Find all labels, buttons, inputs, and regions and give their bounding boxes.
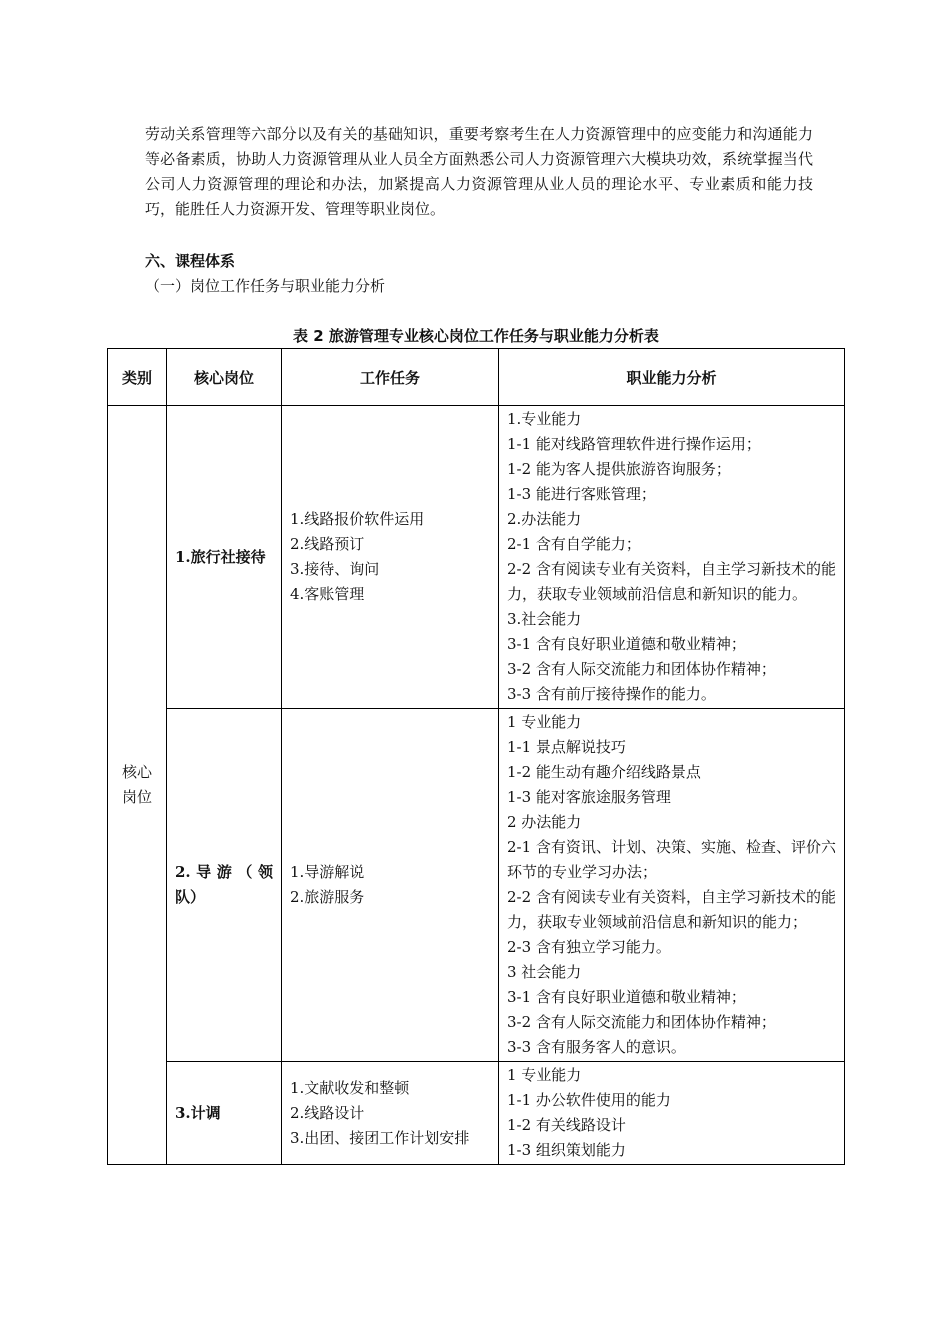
ability-item: 2-1 含有自学能力； [507, 535, 641, 553]
ability-item: 1-1 办公软件使用的能力 [507, 1091, 671, 1109]
ability-item: 3-1 含有良好职业道德和敬业精神； [507, 635, 746, 653]
ability-item: 1.专业能力 [507, 410, 582, 428]
ability-item: 1-2 有关线路设计 [507, 1116, 626, 1134]
table-row [108, 709, 845, 1062]
task-item: 4.客账管理 [290, 585, 365, 603]
ability-item: 1-2 能生动有趣介绍线路景点 [507, 763, 701, 781]
ability-item: 1-3 能进行客账管理； [507, 485, 656, 503]
ability-item: 2-1 含有资讯、计划、决策、实施、检查、评价六环节的专业学习办法； [507, 838, 836, 881]
task-item: 1.文献收发和整顿 [290, 1078, 410, 1097]
post-cell: 3.计调 [167, 1062, 282, 1165]
header-core-post: 核心岗位 [167, 349, 282, 406]
abilities-cell [499, 709, 845, 1062]
ability-item: 2 办法能力 [507, 813, 582, 831]
header-category: 类别 [108, 349, 167, 406]
ability-item: 3-3 含有前厅接待操作的能力。 [507, 685, 716, 703]
table-header-row [108, 349, 845, 406]
category-cell [108, 406, 167, 1165]
category-line: 核心 [121, 763, 152, 781]
ability-item: 2-2 含有阅读专业有关资料，自主学习新技术的能力，获取专业领域前沿信息和新知识的能力； [507, 888, 836, 931]
ability-item: 2-2 含有阅读专业有关资料，自主学习新技术的能力，获取专业领域前沿信息和新知识的能力。 [507, 560, 836, 603]
task-item: 2.线路设计 [290, 1103, 365, 1122]
tasks-cell [282, 406, 499, 709]
intro-paragraph: 劳动关系管理等六部分以及有关的基础知识，重要考察考生在人力资源管理中的应变能力和沟通能力等必备素质，协助人力资源管理从业人员全方面熟悉公司人力资源管理六大模块功效，系统掌握当代公司人力资源管理的理论和办法，加紧提高人力资源管理从业人员的理论水平、专业素质和能力技巧，能胜任人力资源开发、管理等职业岗位。 [145, 125, 813, 218]
ability-item: 3-2 含有人际交流能力和团体协作精神； [507, 1013, 776, 1031]
ability-item: 3-2 含有人际交流能力和团体协作精神； [507, 660, 776, 678]
ability-item: 1-3 组织策划能力 [507, 1141, 626, 1159]
header-ability-analysis: 职业能力分析 [499, 349, 845, 406]
ability-item: 2-3 含有独立学习能力。 [507, 938, 671, 956]
table-title: 表 2 旅游管理专业核心岗位工作任务与职业能力分析表 [293, 327, 659, 345]
ability-item: 1-1 景点解说技巧 [507, 738, 626, 756]
ability-item: 3-3 含有服务客人的意识。 [507, 1038, 686, 1056]
ability-item: 3-1 含有良好职业道德和敬业精神； [507, 988, 746, 1006]
ability-item: 1 专业能力 [507, 1066, 582, 1084]
subsection-title: （一）岗位工作任务与职业能力分析 [145, 277, 386, 295]
table-row [108, 406, 845, 709]
post-cell: 2. 导 游 （ 领队） [167, 709, 282, 1062]
abilities-cell [499, 1062, 845, 1165]
post-cell: 1.旅行社接待 [167, 406, 282, 709]
header-work-tasks: 工作任务 [282, 349, 499, 406]
task-item: 1.导游解说 [290, 863, 365, 881]
section-title: 六、课程体系 [145, 252, 236, 270]
ability-item: 1-3 能对客旅途服务管理 [507, 788, 671, 806]
task-item: 1.线路报价软件运用 [290, 510, 425, 528]
ability-item: 1 专业能力 [507, 713, 582, 731]
tasks-cell [282, 1062, 499, 1165]
ability-item: 3 社会能力 [507, 963, 582, 981]
task-item: 2.线路预订 [290, 535, 365, 553]
task-item: 2.旅游服务 [290, 888, 365, 906]
task-item: 3.接待、询问 [290, 560, 380, 578]
ability-item: 1-1 能对线路管理软件进行操作运用； [507, 435, 761, 453]
abilities-cell [499, 406, 845, 709]
category-line: 岗位 [121, 788, 152, 806]
task-item: 3.出团、接团工作计划安排 [290, 1128, 470, 1147]
table-row [108, 1062, 845, 1165]
ability-item: 3.社会能力 [507, 610, 582, 628]
ability-item: 2.办法能力 [507, 510, 582, 528]
ability-analysis-table [107, 348, 845, 1165]
ability-item: 1-2 能为客人提供旅游咨询服务； [507, 460, 731, 478]
tasks-cell [282, 709, 499, 1062]
